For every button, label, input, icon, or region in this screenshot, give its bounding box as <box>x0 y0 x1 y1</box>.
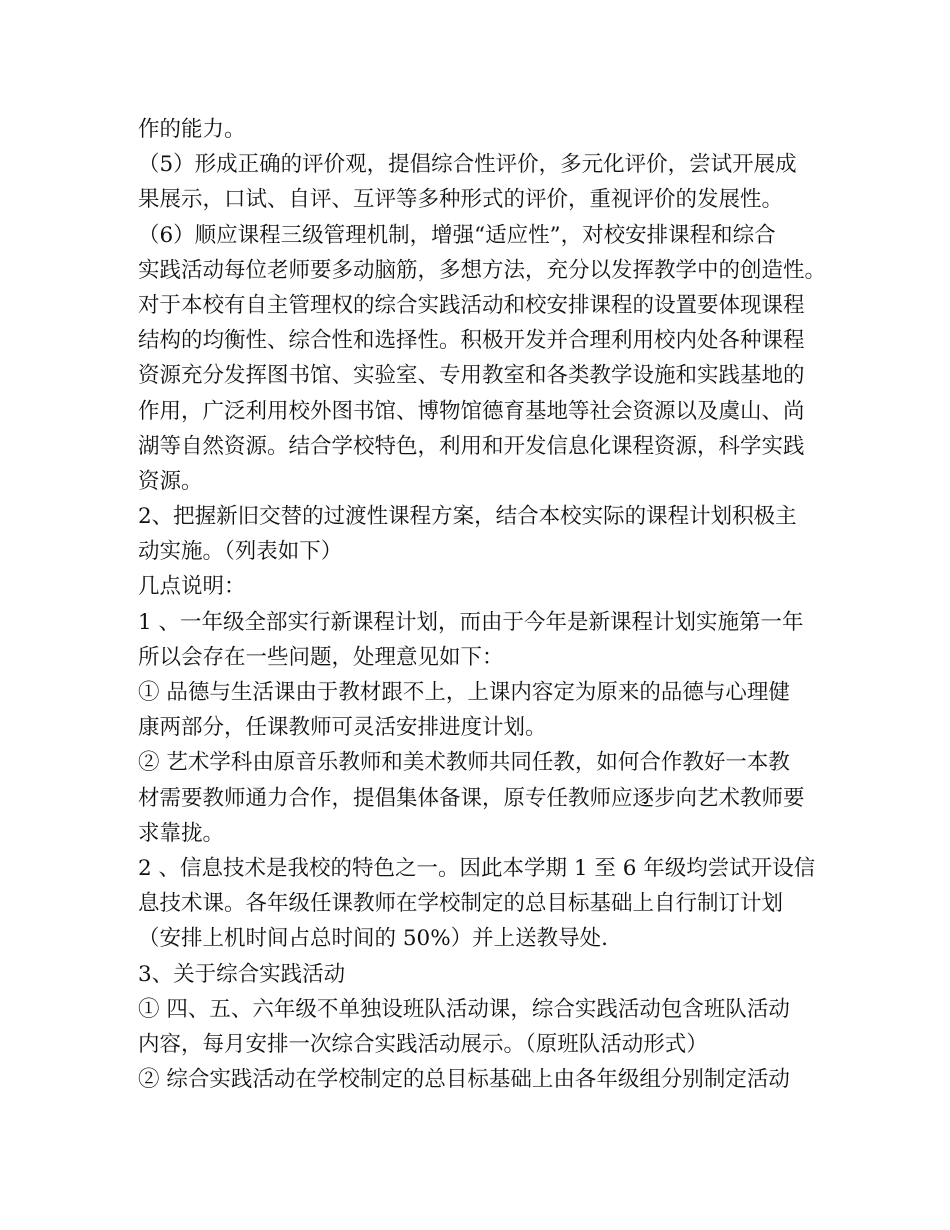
text-line: 材需要教师通力合作，提倡集体备课，原专任教师应逐步向艺术教师要 <box>138 785 805 811</box>
text-line: ② 综合实践活动在学校制定的总目标基础上由各年级组分别制定活动 <box>138 1067 790 1093</box>
text-line: 实践活动每位老师要多动脑筋，多想方法，充分以发挥教学中的创造性。 <box>138 257 827 283</box>
text-line: 3、关于综合实践活动 <box>138 961 346 987</box>
text-line: 动实施。（列表如下） <box>138 539 343 565</box>
text-line: ① 品德与生活课由于教材跟不上，上课内容定为原来的品德与心理健 <box>138 680 790 705</box>
text-line: 作的能力。 <box>138 117 246 142</box>
text-line: 康两部分，任课教师可灵活安排进度计划。 <box>138 715 547 741</box>
text-line: ② 艺术学科由原音乐教师和美术教师共同任教，如何合作教好一本教 <box>138 750 790 776</box>
text-line: 作用，广泛利用校外图书馆、博物馆德育基地等社会资源以及虞山、尚 <box>138 398 805 424</box>
text-line: 内容，每月安排一次综合实践活动展示。（原班队活动形式） <box>138 1031 708 1057</box>
text-line: （5）形成正确的评价观，提倡综合性评价，多元化评价，尝试开展成 <box>138 152 797 178</box>
text-line: 求靠拢。 <box>138 820 225 846</box>
text-line: ① 四、五、六年级不单独设班队活动课，综合实践活动包含班队活动 <box>138 996 790 1022</box>
text-line: 几点说明： <box>138 574 246 600</box>
text-line: 果展示，口试、自评、互评等多种形式的评价，重视评价的发展性。 <box>138 187 784 213</box>
text-line: 结构的均衡性、综合性和选择性。积极开发并合理利用校内处各种课程 <box>138 328 805 354</box>
text-line: 1 、一年级全部实行新课程计划，而由于今年是新课程计划实施第一年 <box>138 609 804 635</box>
text-line: 湖等自然资源。结合学校特色，利用和开发信息化课程资源，科学实践 <box>138 433 805 459</box>
text-line: 资源。 <box>138 468 203 494</box>
text-line: （6）顺应课程三级管理机制，增强“适应性”，对校安排课程和综合 <box>138 222 776 248</box>
document-body <box>138 112 828 1097</box>
text-line: 所以会存在一些问题，处理意见如下： <box>138 644 504 670</box>
text-line: 2 、信息技术是我校的特色之一。因此本学期 1 至 6 年级均尝试开设信 <box>138 855 816 881</box>
text-line: 2、把握新旧交替的过渡性课程方案，结合本校实际的课程计划积极主 <box>138 504 797 530</box>
text-line: 资源充分发挥图书馆、实验室、专用教室和各类教学设施和实践基地的 <box>138 363 805 389</box>
text-line: （安排上机时间占总时间的 50%）并上送教导处. <box>138 926 608 952</box>
text-line: 息技术课。各年级任课教师在学校制定的总目标基础上自行制订计划 <box>138 891 784 917</box>
text-line: 对于本校有自主管理权的综合实践活动和校安排课程的设置要体现课程 <box>138 292 805 318</box>
